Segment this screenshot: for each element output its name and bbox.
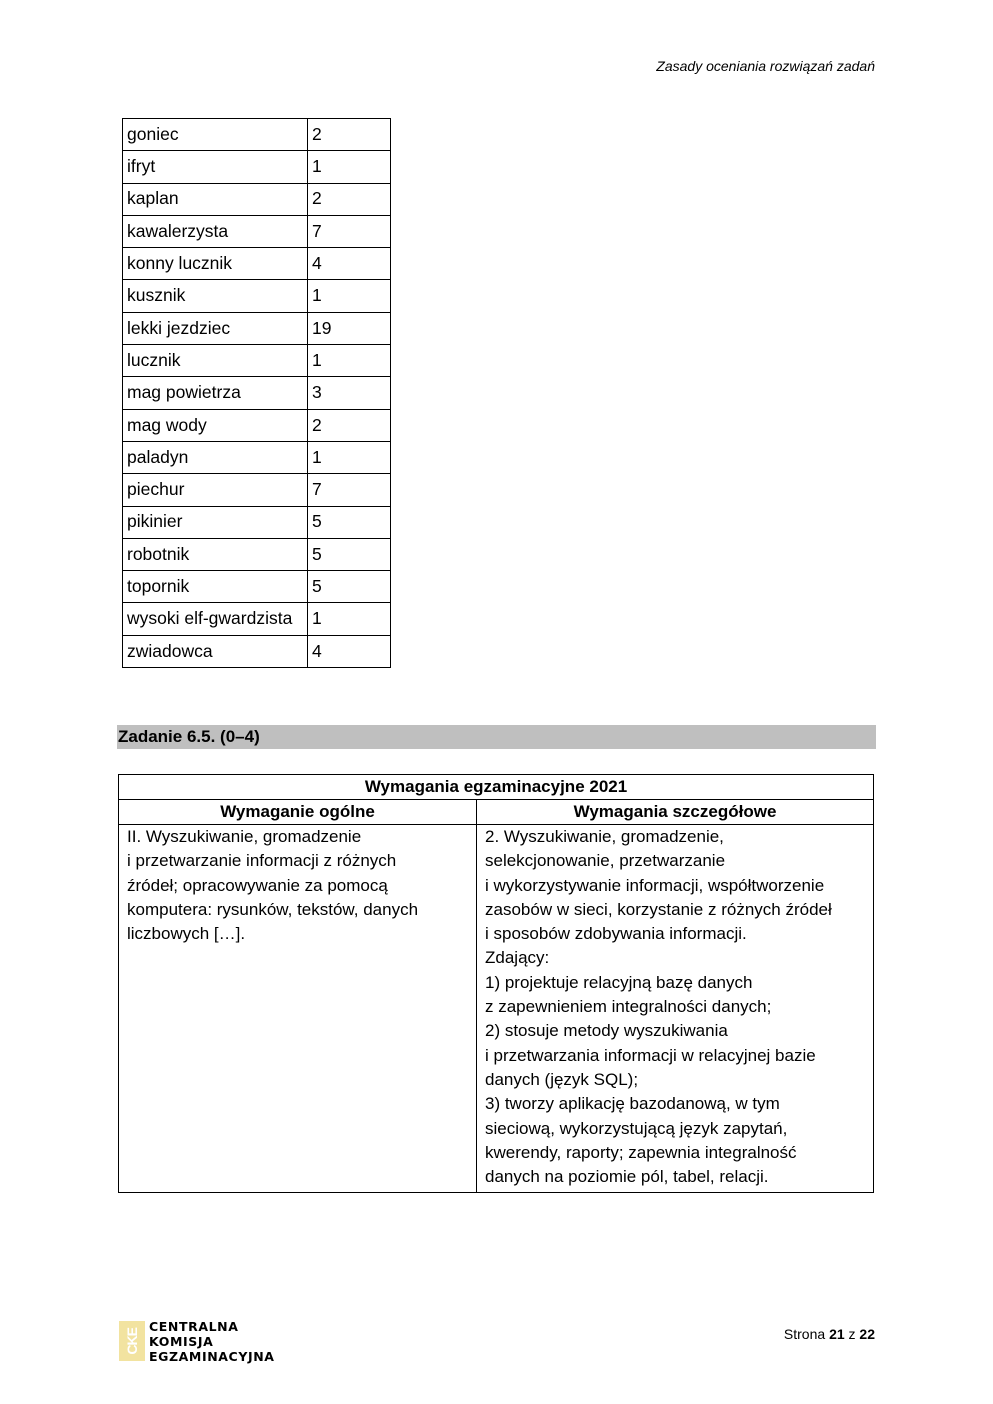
- page-number: Strona 21 z 22: [783, 1326, 875, 1342]
- unit-count-cell: 3: [308, 377, 391, 409]
- detailed-requirements-cell: [477, 825, 874, 1193]
- unit-name-cell: kusznik: [123, 280, 308, 312]
- table-row: [123, 280, 391, 312]
- text-line: II. Wyszukiwanie, gromadzenie: [127, 827, 362, 846]
- unit-count-cell: 1: [308, 441, 391, 473]
- table-row: [123, 183, 391, 215]
- text-line: sieciową, wykorzystującą język zapytań,: [485, 1118, 788, 1138]
- logo-line: CENTRALNA: [149, 1318, 239, 1334]
- text-line: 2. Wyszukiwanie, gromadzenie,: [485, 827, 724, 846]
- unit-name-cell: zwiadowca: [123, 635, 308, 667]
- text-line: Zdający:: [485, 948, 550, 968]
- logo-line: EGZAMINACYJNA: [149, 1348, 275, 1364]
- unit-count-cell: 2: [308, 409, 391, 441]
- text-line: i przetwarzanie informacji z różnych: [127, 851, 397, 871]
- unit-name-cell: lekki jezdziec: [123, 312, 308, 344]
- unit-count-cell: 2: [308, 183, 391, 215]
- unit-count-cell: 7: [308, 215, 391, 247]
- unit-count-cell: 1: [308, 345, 391, 377]
- unit-count-cell: 7: [308, 474, 391, 506]
- text-line: z zapewnieniem integralności danych;: [485, 997, 772, 1017]
- cke-logo-mark: CKE: [119, 1321, 145, 1361]
- table-row: [123, 571, 391, 603]
- table-row: [123, 377, 391, 409]
- text-line: źródeł; opracowywanie za pomocą: [127, 875, 388, 895]
- unit-count-cell: 1: [308, 603, 391, 635]
- unit-name-cell: pikinier: [123, 506, 308, 538]
- unit-name-cell: piechur: [123, 474, 308, 506]
- table-row: [123, 248, 391, 280]
- unit-count-cell: 4: [308, 635, 391, 667]
- table-row: [123, 538, 391, 570]
- table-row: [123, 345, 391, 377]
- requirements-title: Wymagania egzaminacyjne 2021: [119, 775, 874, 800]
- unit-count-cell: 4: [308, 248, 391, 280]
- unit-count-cell: 2: [308, 119, 391, 151]
- text-line: danych na poziomie pól, tabel, relacji.: [485, 1167, 769, 1187]
- unit-name-cell: lucznik: [123, 345, 308, 377]
- text-line: zasobów w sieci, korzystanie z różnych źródeł: [485, 899, 832, 919]
- unit-name-cell: mag wody: [123, 409, 308, 441]
- text-line: 2) stosuje metody wyszukiwania: [485, 1021, 728, 1041]
- unit-name-cell: kaplan: [123, 183, 308, 215]
- text-line: danych (język SQL);: [485, 1069, 639, 1089]
- table-row: [123, 474, 391, 506]
- detailed-requirements-header: Wymagania szczegółowe: [477, 800, 874, 825]
- text-line: selekcjonowanie, przetwarzanie: [485, 851, 726, 871]
- task-heading: Zadanie 6.5. (0–4): [117, 725, 876, 749]
- table-row: [123, 312, 391, 344]
- cke-logo-text: [149, 1319, 275, 1364]
- logo-line: KOMISJA: [149, 1333, 214, 1349]
- requirements-table: [118, 774, 874, 1193]
- unit-name-cell: wysoki elf-gwardzista: [123, 603, 308, 635]
- text-line: 1) projektuje relacyjną bazę danych: [485, 972, 753, 992]
- table-row: [123, 409, 391, 441]
- unit-count-cell: 5: [308, 538, 391, 570]
- text-line: i sposobów zdobywania informacji.: [485, 924, 747, 944]
- table-row: [123, 151, 391, 183]
- text-line: liczbowych […].: [127, 924, 246, 944]
- general-requirement-header: Wymaganie ogólne: [119, 800, 477, 825]
- unit-name-cell: ifryt: [123, 151, 308, 183]
- text-line: kwerendy, raporty; zapewnia integralność: [485, 1142, 797, 1162]
- units-table: [122, 118, 391, 668]
- running-header: Zasady oceniania rozwiązań zadań: [656, 58, 875, 74]
- text-line: komputera: rysunków, tekstów, danych: [127, 899, 419, 919]
- unit-count-cell: 5: [308, 571, 391, 603]
- unit-count-cell: 19: [308, 312, 391, 344]
- general-requirement-cell: [119, 825, 477, 1193]
- text-line: 3) tworzy aplikację bazodanową, w tym: [485, 1094, 780, 1114]
- unit-count-cell: 1: [308, 280, 391, 312]
- unit-count-cell: 1: [308, 151, 391, 183]
- table-row: [123, 119, 391, 151]
- unit-name-cell: kawalerzysta: [123, 215, 308, 247]
- table-row: [123, 215, 391, 247]
- unit-name-cell: paladyn: [123, 441, 308, 473]
- unit-name-cell: robotnik: [123, 538, 308, 570]
- table-row: [123, 635, 391, 667]
- cke-logo: [119, 1320, 275, 1362]
- table-row: [123, 441, 391, 473]
- table-row: [123, 603, 391, 635]
- table-row: [123, 506, 391, 538]
- text-line: i wykorzystywanie informacji, współtworzenie: [485, 875, 825, 895]
- unit-name-cell: goniec: [123, 119, 308, 151]
- text-line: i przetwarzania informacji w relacyjnej bazie: [485, 1045, 816, 1065]
- unit-name-cell: konny lucznik: [123, 248, 308, 280]
- unit-name-cell: mag powietrza: [123, 377, 308, 409]
- unit-count-cell: 5: [308, 506, 391, 538]
- unit-name-cell: topornik: [123, 571, 308, 603]
